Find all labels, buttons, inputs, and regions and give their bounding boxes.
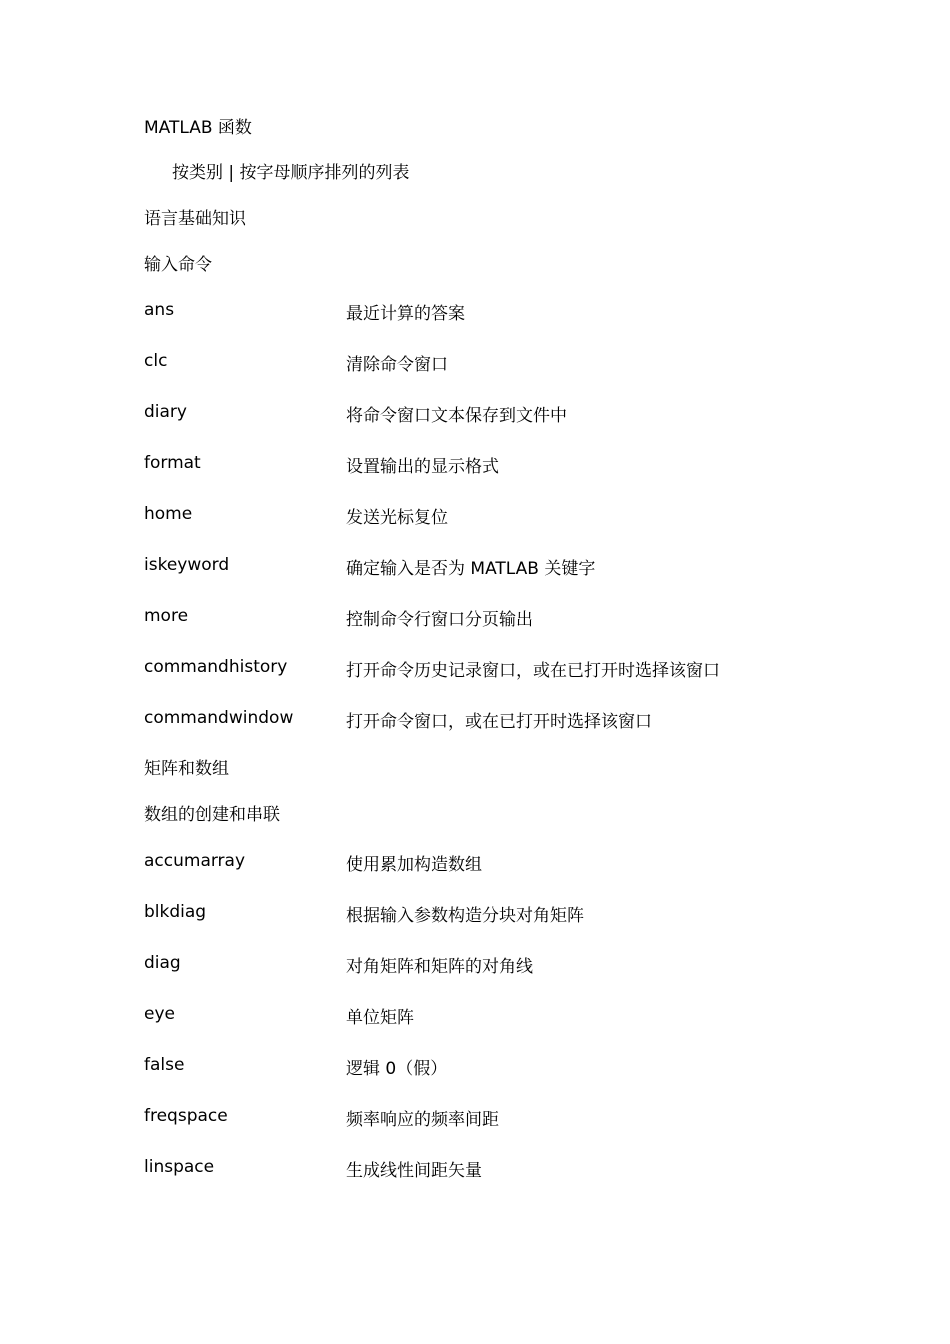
function-description: 单位矩阵	[346, 1008, 414, 1028]
function-description: 将命令窗口文本保存到文件中	[346, 406, 567, 426]
section-subheading: 数组的创建和串联	[144, 805, 280, 825]
function-name: diary	[144, 402, 187, 422]
function-name: freqspace	[144, 1106, 228, 1126]
function-description: 清除命令窗口	[346, 355, 448, 375]
function-description: 生成线性间距矢量	[346, 1161, 482, 1181]
function-name: commandhistory	[144, 657, 288, 677]
function-name: commandwindow	[144, 708, 294, 728]
function-name: more	[144, 606, 189, 626]
section-subheading: 输入命令	[144, 255, 212, 275]
function-description: 设置输出的显示格式	[346, 457, 499, 477]
function-description: 根据输入参数构造分块对角矩阵	[346, 906, 584, 926]
doc-title: MATLAB 函数	[144, 118, 252, 138]
function-description: 确定输入是否为 MATLAB 关键字	[346, 559, 596, 579]
function-description: 使用累加构造数组	[346, 855, 482, 875]
section-heading: 语言基础知识	[144, 209, 246, 229]
function-description: 频率响应的频率间距	[346, 1110, 499, 1130]
function-name: false	[144, 1055, 185, 1075]
function-description: 最近计算的答案	[346, 304, 465, 324]
function-description: 对角矩阵和矩阵的对角线	[346, 957, 533, 977]
function-name: home	[144, 504, 193, 524]
function-name: ans	[144, 300, 175, 320]
section-heading: 矩阵和数组	[144, 759, 229, 779]
function-name: blkdiag	[144, 902, 207, 922]
function-description: 打开命令窗口，或在已打开时选择该窗口	[346, 712, 652, 732]
function-description: 打开命令历史记录窗口，或在已打开时选择该窗口	[346, 661, 720, 681]
function-name: format	[144, 453, 201, 473]
doc-subtitle: 按类别 | 按字母顺序排列的列表	[172, 163, 410, 183]
function-name: accumarray	[144, 851, 246, 871]
function-name: linspace	[144, 1157, 215, 1177]
function-name: clc	[144, 351, 168, 371]
function-name: eye	[144, 1004, 175, 1024]
function-description: 控制命令行窗口分页输出	[346, 610, 533, 630]
function-name: iskeyword	[144, 555, 230, 575]
function-description: 发送光标复位	[346, 508, 448, 528]
function-description: 逻辑 0（假）	[346, 1059, 448, 1079]
function-name: diag	[144, 953, 181, 973]
